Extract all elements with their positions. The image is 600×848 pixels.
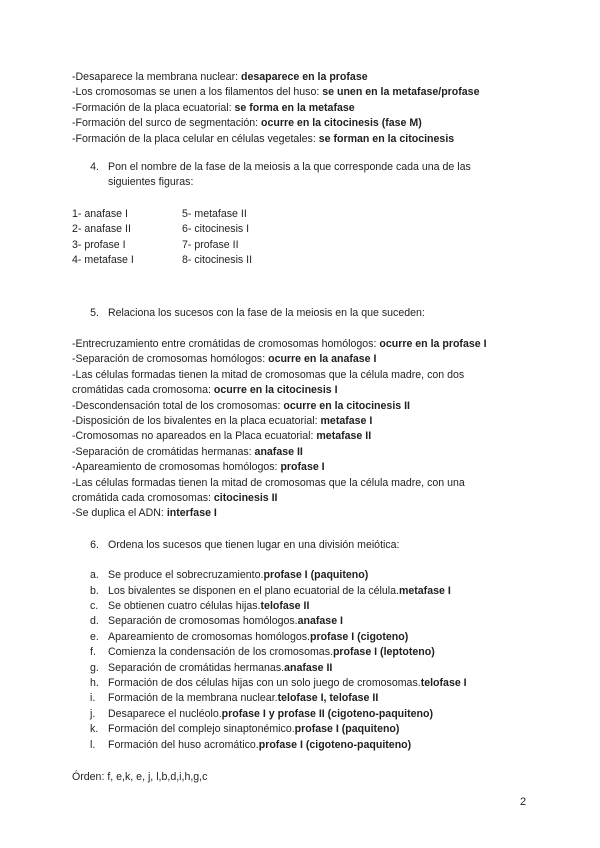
list-item: c. Se obtienen cuatro células hijas. telofase II	[90, 599, 310, 612]
question-5	[72, 306, 542, 321]
intro-line: -Formación de la placa ecuatorial: se forma en la metafase	[72, 101, 355, 114]
list-item: h. Formación de dos células hijas con un solo juego de cromosomas. telofase I	[90, 677, 467, 689]
intro-line: -Los cromosomas se unen a los filamentos del huso: se unen en la metafase/profase	[72, 86, 480, 99]
question-number: 6.	[90, 538, 99, 551]
figure-answer: 2- anafase II	[72, 223, 131, 236]
question-4	[72, 160, 542, 191]
intro-section	[72, 70, 542, 147]
list-item: e. Apareamiento de cromosomas homólogos. profase I (cigoteno)	[90, 630, 409, 643]
figure-answer: 7- profase II	[182, 238, 239, 251]
intro-line: -Formación del surco de segmentación: ocurre en la citocinesis (fase M)	[72, 117, 422, 130]
ordered-events-list	[72, 568, 542, 753]
answer-line: -Separación de cromosomas homólogos: ocurre en la anafase I	[72, 353, 377, 366]
list-item: i. Formación de la membrana nuclear. telofase I, telofase II	[90, 692, 379, 705]
answer-line: cromátida cada cromosomas: citocinesis II	[72, 491, 278, 504]
figure-answer: 8- citocinesis II	[182, 254, 253, 267]
answer-line: -Separación de cromátidas hermanas: anafase II	[72, 445, 303, 458]
answer-line: cromátidas cada cromosoma: ocurre en la citocinesis I	[72, 384, 338, 397]
list-item: f. Comienza la condensación de los cromosomas. profase I (leptoteno)	[90, 646, 435, 659]
page-number: 2	[520, 796, 527, 808]
list-item: k. Formación del complejo sinaptonémico. profase I (paquiteno)	[90, 723, 400, 736]
figure-answer: 6- citocinesis I	[182, 223, 250, 236]
list-item: l. Formación del huso acromático. profase I (cigoteno-paquiteno)	[90, 738, 412, 751]
order-answer: Órden: f, e,k, e, j, l,b,d,i,h,g,c	[72, 771, 208, 784]
intro-line: -Desaparece la membrana nuclear: desaparece en la profase	[72, 71, 368, 83]
question-text: Relaciona los sucesos con la fase de la meiosis en la que suceden:	[108, 307, 425, 320]
list-item: b. Los bivalentes se disponen en el plano ecuatorial de la célula. metafase I	[90, 584, 451, 597]
question-6	[72, 538, 542, 553]
question-text: Ordena los sucesos que tienen lugar en una división meiótica:	[108, 538, 400, 551]
q5-answers	[72, 337, 542, 522]
list-item: a. Se produce el sobrecruzamiento. profase I (paquiteno)	[90, 569, 369, 582]
question-number: 5.	[90, 307, 99, 320]
list-item: d. Separación de cromosomas homólogos. anafase I	[90, 615, 343, 628]
answer-line: -Se duplica el ADN: interfase I	[72, 507, 217, 520]
figure-answer: 1- anafase I	[72, 207, 128, 220]
figure-answer: 4- metafase I	[72, 254, 134, 267]
phase-figure-list	[72, 207, 542, 269]
list-item: j. Desaparece el nucléolo. profase I y profase II (cigoteno-paquiteno)	[90, 707, 433, 720]
figure-answer: 5- metafase II	[182, 207, 247, 220]
answer-line: -Cromosomas no apareados en la Placa ecuatorial: metafase II	[72, 430, 372, 443]
answer-line: -Descondensación total de los cromosomas: ocurre en la citocinesis II	[72, 399, 410, 412]
question-text: Pon el nombre de la fase de la meiosis a la que corresponde cada una de las siguientes figuras:	[108, 161, 471, 189]
intro-line: -Formación de la placa celular en células vegetales: se forman en la citocinesis	[72, 132, 455, 145]
answer-line: -Disposición de los bivalentes en la placa ecuatorial: metafase I	[72, 414, 373, 427]
list-item: g. Separación de cromátidas hermanas. anafase II	[90, 661, 333, 674]
document-page	[72, 70, 542, 785]
figure-answer: 3- profase I	[72, 238, 126, 251]
question-number: 4.	[90, 161, 99, 174]
answer-line: -Las células formadas tienen la mitad de cromosomas que la célula madre, con una	[72, 476, 465, 489]
answer-line: -Las células formadas tienen la mitad de cromosomas que la célula madre, con dos	[72, 368, 465, 381]
answer-line: -Entrecruzamiento entre cromátidas de cromosomas homólogos: ocurre en la profase I	[72, 337, 487, 350]
answer-line: -Apareamiento de cromosomas homólogos: profase I	[72, 461, 325, 474]
